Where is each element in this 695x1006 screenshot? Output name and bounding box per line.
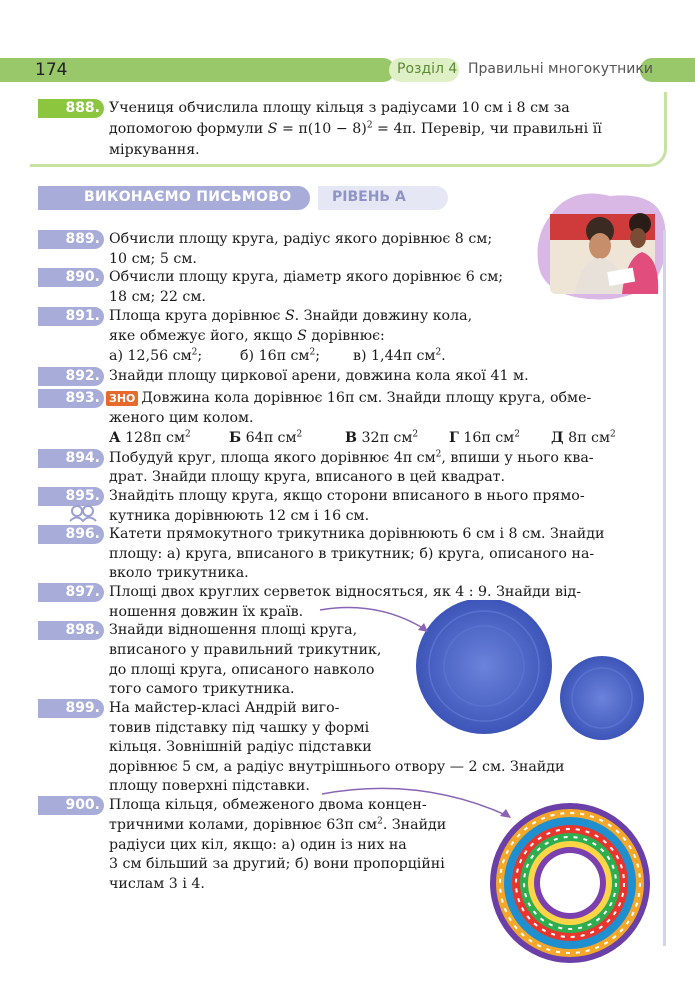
margin-rule bbox=[663, 230, 666, 946]
problem-number: 895. bbox=[38, 487, 104, 506]
students-photo bbox=[530, 186, 670, 306]
problem-900-line2: тричними колами, дорівнює 63π $см^2$. Знайди bbox=[109, 816, 447, 833]
problem-number: 888. bbox=[38, 99, 104, 118]
problem-number: 900. bbox=[38, 796, 104, 815]
ornament-ring bbox=[487, 800, 653, 966]
problem-896-line3: вколо трикутника. bbox=[109, 565, 249, 581]
problem-891-option-a: а) 12,56 $см^2$; bbox=[109, 347, 203, 364]
problem-891-line1: Площа круга дорівнює S. Знайди довжину кола, bbox=[109, 308, 473, 324]
banner-title: ВИКОНАЄМО ПИСЬМОВО bbox=[84, 189, 292, 205]
problem-number: 898. bbox=[38, 621, 104, 640]
problem-888-line3: міркування. bbox=[109, 142, 200, 158]
level-banner bbox=[318, 186, 448, 210]
problem-888-line1: Учениця обчислила площу кільця з радіусами 10 см і 8 см за bbox=[109, 100, 570, 116]
problem-900-line4: 3 см більший за другий; б) вони пропорційні bbox=[109, 856, 445, 872]
problem-891-line2: яке обмежує його, якщо S дорівнює: bbox=[109, 328, 385, 344]
problem-890-line1: Обчисли площу круга, діаметр якого дорівнює 6 см; bbox=[109, 269, 504, 285]
problem-899-line3: кільця. Зовнішній радіус підставки bbox=[109, 739, 372, 755]
problem-896-line1: Катети прямокутного трикутника дорівнюють 6 см і 8 см. Знайди bbox=[109, 526, 605, 542]
problem-899-line2: товив підставку під чашку у формі bbox=[109, 720, 370, 736]
problem-891-option-b: б) 16π $см^2$; bbox=[240, 347, 320, 364]
problem-893-line2: женого цим колом. bbox=[109, 410, 254, 426]
answer-option: Г 16π $см^2$ bbox=[449, 429, 520, 446]
level-label: РІВЕНЬ А bbox=[332, 189, 406, 205]
problem-900-line5: числам 3 і 4. bbox=[109, 876, 205, 892]
section-title: Правильні многокутники bbox=[468, 61, 653, 77]
problem-899-line5: площу поверхні підставки. bbox=[109, 778, 310, 794]
problem-894-line1: Побудуй круг, площа якого дорівнює 4π $см^2$, впиши у нього ква- bbox=[109, 449, 594, 466]
section-banner bbox=[38, 186, 310, 210]
problem-895-line2: кутника дорівнюють 12 см і 16 см. bbox=[109, 508, 370, 524]
problem-895-line1: Знайдіть площу круга, якщо сторони вписаного в нього прямо- bbox=[109, 488, 585, 504]
problem-898-line4: того самого трикутника. bbox=[109, 681, 295, 697]
problem-number: 896. bbox=[38, 525, 104, 544]
problem-896-line2: площу: а) круга, вписаного в трикутник; б) круга, описаного на- bbox=[109, 546, 595, 562]
problem-number: 899. bbox=[38, 699, 104, 718]
problem-900-line3: радіуси цих кіл, якщо: а) один із них на bbox=[109, 837, 407, 853]
problem-number: 892. bbox=[38, 367, 104, 386]
problem-number: 894. bbox=[38, 449, 104, 468]
problem-898-line2: вписаного у правильний трикутник, bbox=[109, 642, 382, 658]
problem-889-line2: 10 см; 5 см. bbox=[109, 251, 197, 267]
answer-option: В 32π $см^2$ bbox=[345, 429, 419, 446]
problem-898-line3: до площі круга, описаного навколо bbox=[109, 662, 375, 678]
problem-894-line2: драт. Знайди площу круга, вписаного в цей квадрат. bbox=[109, 469, 506, 485]
group-work-icon bbox=[68, 504, 98, 522]
problem-892-line1: Знайди площу циркової арени, довжина кола якої 41 м. bbox=[109, 368, 529, 384]
problem-889-line1: Обчисли площу круга, радіус якого дорівнює 8 см; bbox=[109, 231, 493, 247]
problem-891-option-c: в) 1,44π $см^2$. bbox=[353, 347, 446, 364]
problem-897-line2: ношення довжин їх країв. bbox=[109, 604, 304, 620]
problem-899-line1: На майстер-класі Андрій виго- bbox=[109, 700, 340, 716]
problem-number: 893. bbox=[38, 389, 104, 408]
problem-893-line1: ЗНО Довжина кола дорівнює 16π см. Знайди площу круга, обме- bbox=[106, 389, 591, 408]
problem-898-line1: Знайди відношення площі круга, bbox=[109, 622, 358, 638]
problem-number: 890. bbox=[38, 268, 104, 287]
problem-888-line2: допомогою формули $S = \pi(10 - 8)^2 = 4\pi$. Перевір, чи правильні її bbox=[109, 120, 602, 137]
problem-number: 897. bbox=[38, 583, 104, 602]
problem-890-line2: 18 см; 22 см. bbox=[109, 289, 206, 305]
section-label: Розділ 4 bbox=[397, 61, 458, 77]
problem-899-line4: дорівнює 5 см, а радіус внутрішнього отвору — 2 см. Знайди bbox=[109, 759, 565, 775]
blue-doily-large bbox=[412, 600, 647, 740]
zno-badge: ЗНО bbox=[106, 391, 138, 406]
answer-option: Б 64π $см^2$ bbox=[229, 429, 303, 446]
page-number: 174 bbox=[35, 60, 68, 80]
problem-number: 889. bbox=[38, 230, 104, 249]
problem-897-line1: Площі двох круглих серветок відносяться, як 4 : 9. Знайди від- bbox=[109, 584, 582, 600]
answer-option: А 128π $см^2$ bbox=[109, 429, 191, 446]
answer-option: Д 8π $см^2$ bbox=[551, 429, 616, 446]
problem-number: 891. bbox=[38, 307, 104, 326]
problem-900-line1: Площа кільця, обмеженого двома концен- bbox=[109, 797, 427, 813]
